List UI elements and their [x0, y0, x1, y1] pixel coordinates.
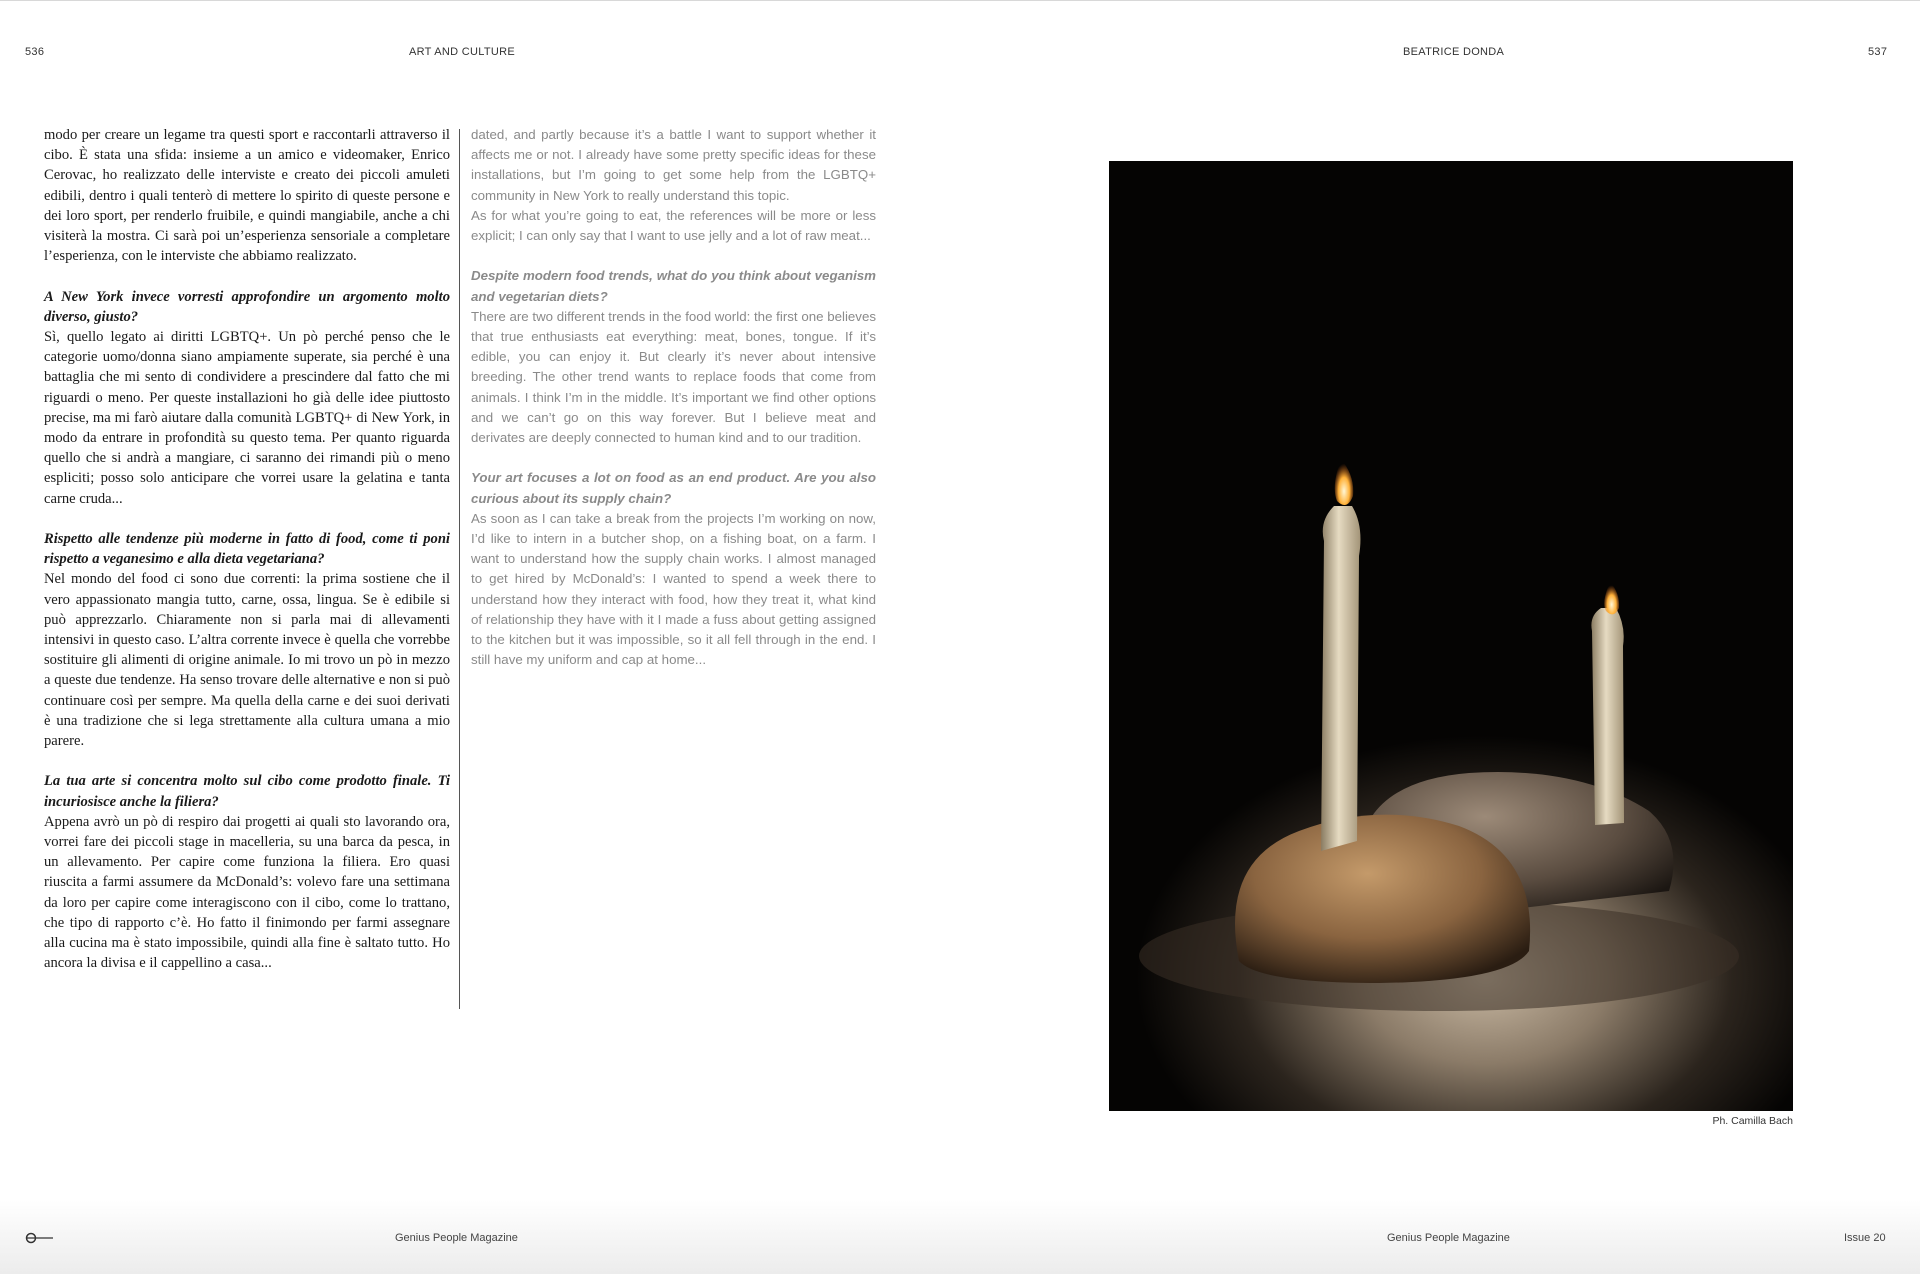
english-question: Your art focuses a lot on food as an end product. Are you also curious about its supply chain? — [471, 470, 876, 506]
footer-magazine-right: Genius People Magazine — [1387, 1232, 1510, 1244]
short-candle — [1591, 608, 1624, 825]
english-text-column — [471, 125, 876, 670]
english-paragraph: dated, and partly because it’s a battle I want to support whether it affects me or not. I already have some pretty specific ideas for these installations, but I’m going to get some help from the LGBTQ+ community in New York to really understand this topic. — [471, 127, 876, 203]
section-title: ART AND CULTURE — [409, 46, 515, 58]
issue-number: Issue 20 — [1844, 1232, 1886, 1244]
front-bread-loaf — [1235, 815, 1530, 983]
italian-text-column — [44, 125, 450, 973]
italian-paragraph: modo per creare un legame tra questi sport e raccontarli attraverso il cibo. È stata una sfida: insieme a un amico e videomaker, Enrico Cerovac, ho realizzato delle interviste e creato dei piccoli amuleti edibili, dentro i quali tenterò di mettere lo spirito di queste persone e dei loro sport, per renderlo fruibile, e quindi mangiabile, anche a chi visiterà la mostra. Ci sarà poi un’esperienza sensoriale a completare l’esperienza, con le interviste che abbiamo realizzato. — [44, 127, 450, 265]
english-answer: There are two different trends in the food world: the first one believes that true enthusiasts eat everything: meat, bones, tongue. If it’s edible, you can enjoy it. But clearly it’s never about intensive breeding. The other trend wants to replace foods that come from animals. I think I’m in the middle. It’s important we find other options and we can’t go on this way forever. But I believe meat and derivates are deeply connected to human kind and to our tradition. — [471, 308, 876, 446]
column-divider — [459, 129, 460, 1009]
right-page-number: 537 — [1868, 46, 1888, 58]
italian-answer: Nel mondo del food ci sono due correnti: la prima sostiene che il vero appassionato mangia tutto, carne, ossa, lingua. Se è edibile si può apprezzarlo. Chiaramente non si parla mai di allevamenti intensivi in questo caso. L’altra corrente invece è quella che vorrebbe sostituire gli alimenti di origine animale. Io mi trovo un pò in mezzo a queste due tendenze. Ha senso trovare delle alternative e non si può continuare così per sempre. Ma quella della carne e dei suoi derivati è una tradizione che si lega strettamente alla cultura umana a mio parere. — [44, 571, 450, 750]
footer-magazine-left: Genius People Magazine — [395, 1232, 518, 1244]
photo-credit: Ph. Camilla Bach — [1712, 1115, 1793, 1127]
english-answer: As soon as I can take a break from the projects I’m working on now, I’d like to intern in a butcher shop, on a fishing boat, on a farm. I want to understand how the supply chain works. I almost managed to get hired by McDonald’s: I wanted to spend a week there to understand how they interact with food, how they treat it, what kind of relationship they have with it I made a fuss about getting assigned to the kitchen but it was impossible, so it all fell through in the end. I still have my uniform and cap at home... — [471, 510, 876, 668]
flame-icon — [1604, 582, 1619, 614]
italian-question: A New York invece vorresti approfondire un argomento molto diverso, giusto? — [44, 288, 450, 325]
footer-bar — [0, 1200, 1920, 1274]
circle-line-logo-icon — [25, 1232, 55, 1244]
italian-answer: Sì, quello legato ai diritti LGBTQ+. Un pò perché penso che le categorie uomo/donna siano ampiamente superate, sia perché è una battaglia che mi sento di condividere a prescindere dal fatto che mi riguardi o meno. Per queste installazioni ho già delle idee piuttosto precise, ma mi farò aiutare dalla comunità LGBTQ+ di New York, in modo da entrare in profondità su questo tema. Per quanto riguarda quello che si andrà a mangiare, ci saranno dei rimandi più o meno espliciti; posso solo anticipare che vorrei usare la gelatina e tanta carne cruda... — [44, 329, 450, 507]
italian-question: La tua arte si concentra molto sul cibo come prodotto finale. Ti incuriosisce anche la filiera? — [44, 773, 450, 810]
italian-question: Rispetto alle tendenze più moderne in fatto di food, come ti poni rispetto a veganesimo e alla dieta vegetariana? — [44, 531, 450, 568]
author-name: BEATRICE DONDA — [1403, 46, 1505, 58]
left-page-number: 536 — [25, 46, 45, 58]
italian-answer: Appena avrò un pò di respiro dai progetti ai quali sto lavorando ora, vorrei fare dei piccoli stage in macelleria, su una barca da pesca, in un allevamento. Per capire come funziona la filiera. Ero quasi riuscita a farmi assumere da McDonald’s: volevo fare una settimana da loro per capire come interagiscono con il cibo, come lo trattano, che tipo di rapporto c’è. Ho fatto il finimondo per farmi assegnare alla cucina ma è stato impossibile, quindi alla fine è saltato tutto. Ho ancora la divisa e il cappellino a casa... — [44, 813, 450, 972]
english-question: Despite modern food trends, what do you think about veganism and vegetarian diets? — [471, 268, 876, 304]
flame-icon — [1335, 459, 1354, 505]
bread-candles-photo — [1109, 161, 1793, 1111]
english-paragraph: As for what you’re going to eat, the references will be more or less explicit; I can only say that I want to use jelly and a lot of raw meat... — [471, 207, 876, 244]
bread-candles-illustration — [1109, 161, 1793, 1111]
tall-candle — [1321, 506, 1360, 851]
top-border — [0, 0, 1920, 1]
